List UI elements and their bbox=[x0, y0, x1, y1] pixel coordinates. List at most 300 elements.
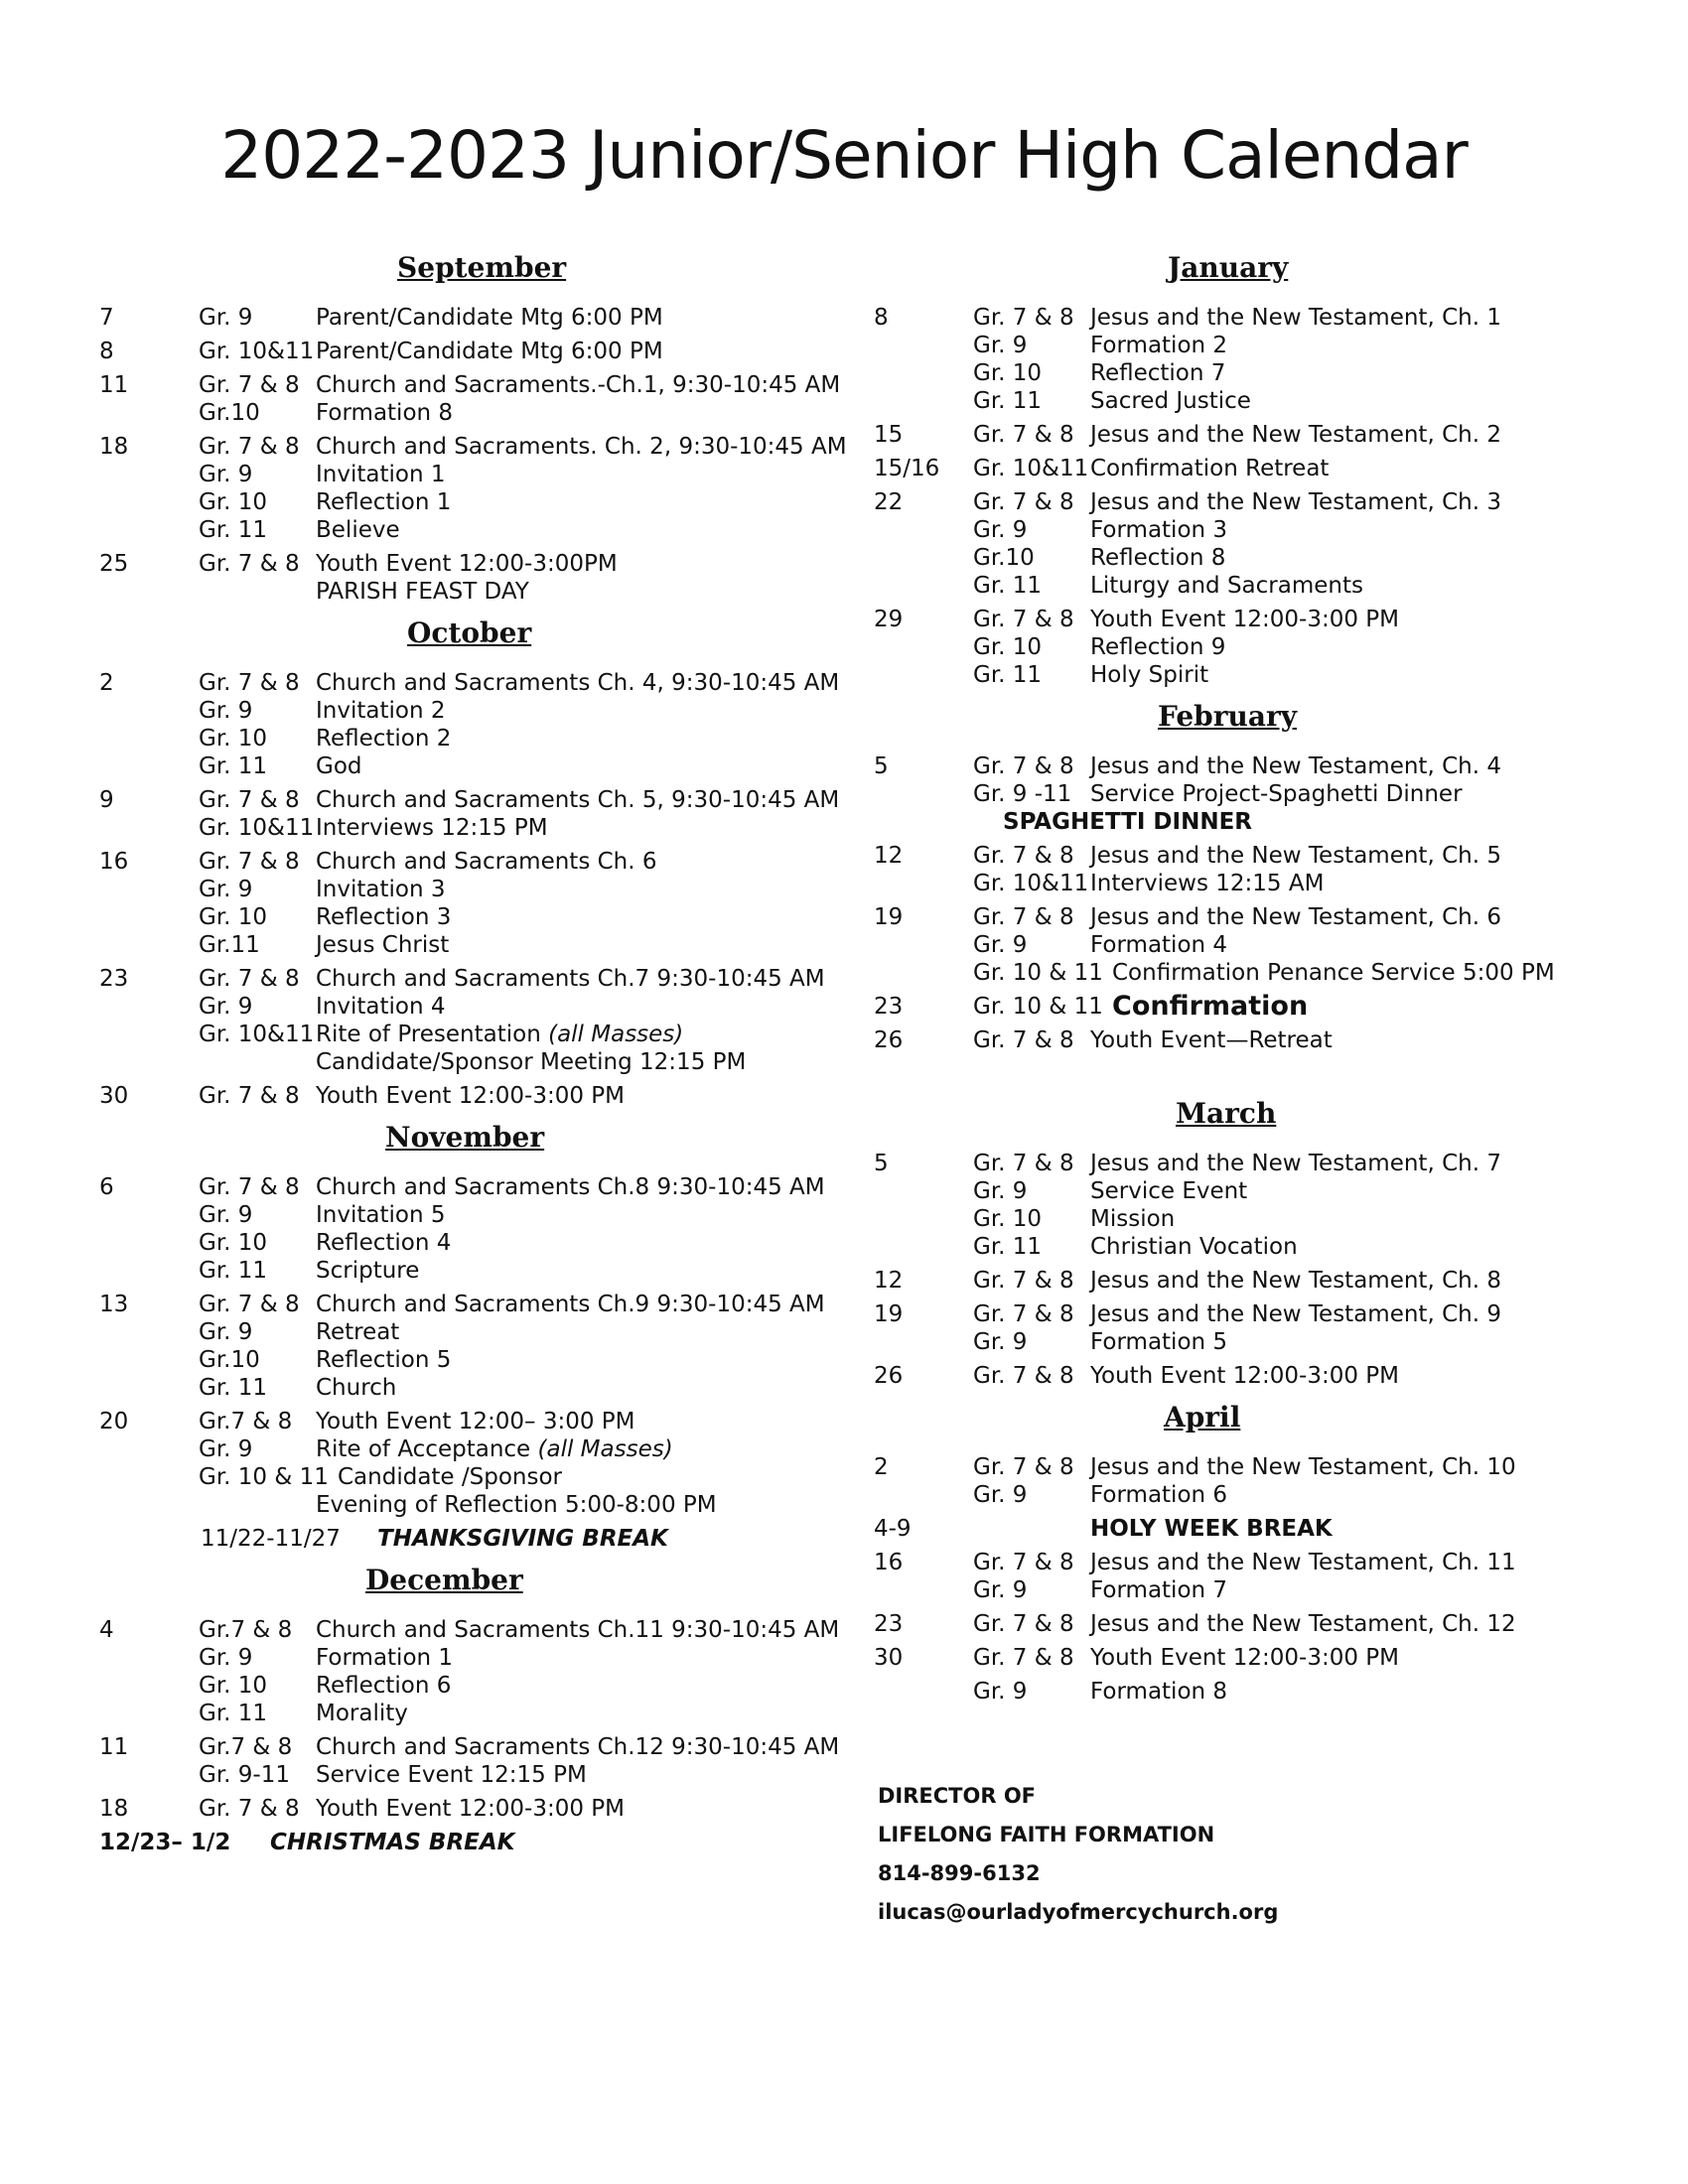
event-line bbox=[874, 993, 1668, 1021]
grade-label: Gr. 7 & 8 bbox=[199, 1292, 300, 1317]
event-line bbox=[99, 848, 854, 876]
event-text: Service Event bbox=[1090, 1178, 1248, 1204]
event-date bbox=[99, 1700, 199, 1727]
grade-label: Gr. 9 bbox=[973, 517, 1028, 543]
grade-label: Gr. 10&11 bbox=[199, 1022, 315, 1047]
event-date bbox=[99, 814, 199, 842]
event-date: 15/16 bbox=[874, 456, 940, 481]
month-section-september bbox=[99, 248, 854, 606]
calendar-event bbox=[99, 1733, 854, 1789]
grade-label: Gr. 9 bbox=[973, 333, 1028, 358]
calendar-event bbox=[874, 455, 1668, 482]
event-text: HOLY WEEK BREAK bbox=[1090, 1516, 1333, 1542]
event-line bbox=[874, 1610, 1668, 1638]
event-description bbox=[1090, 1610, 1668, 1638]
event-text: Reflection 4 bbox=[316, 1230, 452, 1256]
event-description bbox=[316, 399, 854, 427]
calendar-event bbox=[874, 1453, 1668, 1509]
event-text: Formation 5 bbox=[1090, 1329, 1228, 1355]
event-description bbox=[316, 1201, 854, 1229]
calendar-event bbox=[99, 371, 854, 427]
calendar-event bbox=[99, 338, 854, 365]
event-text: Reflection 2 bbox=[316, 726, 452, 751]
event-line bbox=[99, 725, 854, 752]
event-description bbox=[316, 304, 854, 332]
event-description bbox=[1090, 516, 1668, 544]
grade-label: Gr.7 & 8 bbox=[199, 1409, 293, 1434]
event-date bbox=[874, 516, 973, 544]
event-date: 26 bbox=[874, 1363, 904, 1389]
event-note: Evening of Reflection 5:00-8:00 PM bbox=[316, 1492, 717, 1518]
event-text: Church and Sacraments Ch.7 9:30-10:45 AM bbox=[316, 966, 825, 992]
event-line bbox=[99, 516, 854, 544]
contact-department: LIFELONG FAITH FORMATION bbox=[878, 1823, 1215, 1846]
event-date bbox=[99, 1672, 199, 1700]
grade-label: Gr. 7 & 8 bbox=[973, 1645, 1074, 1671]
event-line bbox=[99, 1291, 854, 1318]
event-date: 15 bbox=[874, 422, 904, 448]
event-italic-note: (all Masses) bbox=[548, 1022, 684, 1047]
event-description bbox=[316, 931, 854, 959]
event-date: 12 bbox=[874, 1268, 904, 1294]
event-description bbox=[316, 814, 854, 842]
event-description bbox=[1090, 606, 1668, 633]
event-text: Jesus and the New Testament, Ch. 10 bbox=[1090, 1454, 1516, 1480]
event-date bbox=[874, 1328, 973, 1356]
grade-label: Gr. 7 & 8 bbox=[973, 1151, 1074, 1176]
event-text: Confirmation Retreat bbox=[1090, 456, 1330, 481]
event-line bbox=[99, 1463, 854, 1491]
grade-label: Gr. 7 & 8 bbox=[973, 1301, 1074, 1327]
event-list bbox=[874, 1150, 1668, 1390]
event-line bbox=[874, 1549, 1668, 1576]
event-text: Interviews 12:15 AM bbox=[1090, 871, 1325, 896]
calendar-event bbox=[874, 752, 1668, 836]
event-description bbox=[1090, 1453, 1668, 1481]
contact-title: DIRECTOR OF bbox=[878, 1784, 1037, 1808]
grade-label: Gr. 7 & 8 bbox=[973, 1027, 1074, 1053]
event-line bbox=[99, 399, 854, 427]
event-description bbox=[316, 1761, 854, 1789]
month-section-october bbox=[99, 614, 854, 1110]
event-text: Jesus and the New Testament, Ch. 3 bbox=[1090, 489, 1501, 515]
event-text: Formation 7 bbox=[1090, 1577, 1228, 1603]
grade-label: Gr. 10 bbox=[973, 634, 1043, 660]
event-line bbox=[874, 516, 1668, 544]
event-description bbox=[316, 1408, 854, 1435]
event-text: Mission bbox=[1090, 1206, 1176, 1232]
event-line bbox=[99, 371, 854, 399]
contact-phone: 814-899-6132 bbox=[878, 1861, 1041, 1885]
event-description bbox=[1090, 1362, 1668, 1390]
event-date: 11 bbox=[99, 372, 129, 398]
event-date bbox=[99, 1229, 199, 1257]
event-line bbox=[99, 1408, 854, 1435]
grade-label: Gr. 10 bbox=[199, 726, 268, 751]
event-line bbox=[99, 1672, 854, 1700]
calendar-event bbox=[99, 1291, 854, 1402]
grade-label: Gr. 10&11 bbox=[199, 339, 315, 364]
grade-label: Gr. 9 bbox=[973, 932, 1028, 958]
grade-label: Gr. 10 bbox=[199, 1673, 268, 1699]
event-description bbox=[1090, 1300, 1668, 1328]
event-line bbox=[99, 1201, 854, 1229]
event-text: Confirmation bbox=[1112, 991, 1309, 1022]
grade-label: Gr. 7 & 8 bbox=[199, 434, 300, 460]
event-line bbox=[874, 931, 1668, 959]
event-line bbox=[99, 1644, 854, 1672]
event-date bbox=[99, 461, 199, 488]
event-text: God bbox=[316, 753, 362, 779]
grade-label: Gr. 7 & 8 bbox=[973, 904, 1074, 930]
event-date: 19 bbox=[874, 904, 904, 930]
event-line bbox=[874, 332, 1668, 359]
event-date: 23 bbox=[99, 966, 129, 992]
event-description bbox=[1090, 1026, 1668, 1054]
calendar-event bbox=[99, 304, 854, 332]
event-text: Reflection 5 bbox=[316, 1347, 452, 1373]
event-line bbox=[874, 661, 1668, 689]
grade-label: Gr. 7 & 8 bbox=[973, 489, 1074, 515]
event-date: 19 bbox=[874, 1301, 904, 1327]
event-date bbox=[874, 387, 973, 415]
event-date bbox=[99, 993, 199, 1021]
contact-email[interactable]: ilucas@ourladyofmercychurch.org bbox=[878, 1900, 1279, 1924]
event-text: Invitation 2 bbox=[316, 698, 446, 724]
event-line bbox=[874, 1026, 1668, 1054]
event-text: Jesus and the New Testament, Ch. 1 bbox=[1090, 305, 1501, 331]
event-date: 12 bbox=[874, 843, 904, 869]
grade-label: Gr. 9 bbox=[199, 1436, 253, 1462]
event-date: 16 bbox=[874, 1550, 904, 1575]
event-text: Jesus and the New Testament, Ch. 5 bbox=[1090, 843, 1501, 869]
event-description bbox=[316, 1082, 854, 1110]
event-text: Jesus and the New Testament, Ch. 6 bbox=[1090, 904, 1501, 930]
event-text: Invitation 4 bbox=[316, 994, 446, 1020]
grade-label: Gr.11 bbox=[199, 932, 260, 958]
event-text: Reflection 1 bbox=[316, 489, 452, 515]
event-date: 16 bbox=[99, 849, 129, 875]
event-date bbox=[99, 903, 199, 931]
event-list bbox=[99, 304, 854, 606]
event-text: Liturgy and Sacraments bbox=[1090, 573, 1363, 599]
event-line bbox=[99, 1761, 854, 1789]
grade-label: Gr. 9 bbox=[973, 1679, 1028, 1705]
event-line bbox=[99, 1346, 854, 1374]
month-section-april bbox=[874, 1398, 1668, 1706]
event-date: 18 bbox=[99, 1796, 129, 1822]
event-date bbox=[99, 1374, 199, 1402]
event-line bbox=[874, 1678, 1668, 1706]
event-text: Church and Sacraments.-Ch.1, 9:30-10:45 AM bbox=[316, 372, 841, 398]
event-date: 20 bbox=[99, 1409, 129, 1434]
event-description bbox=[1090, 752, 1668, 780]
calendar-event bbox=[874, 1362, 1668, 1390]
event-date bbox=[874, 931, 973, 959]
event-text: Jesus Christ bbox=[316, 932, 450, 958]
contact-block bbox=[878, 1777, 1278, 1932]
event-line bbox=[874, 1481, 1668, 1509]
event-line bbox=[874, 1515, 1668, 1543]
grade-label: Gr. 10 bbox=[199, 489, 268, 515]
grade-label: Gr.7 & 8 bbox=[199, 1617, 293, 1643]
grade-label: Gr. 10 & 11 bbox=[199, 1464, 329, 1490]
calendar-event bbox=[874, 1644, 1668, 1672]
event-line bbox=[874, 572, 1668, 600]
event-description bbox=[316, 550, 854, 578]
event-line bbox=[874, 488, 1668, 516]
event-text: Youth Event 12:00-3:00 PM bbox=[1090, 1645, 1400, 1671]
calendar-event bbox=[99, 550, 854, 606]
break-dates: 11/22-11/27 bbox=[201, 1526, 341, 1552]
event-description bbox=[316, 1700, 854, 1727]
left-column bbox=[99, 248, 854, 1856]
event-description bbox=[316, 461, 854, 488]
event-date bbox=[99, 1463, 199, 1491]
event-description bbox=[1090, 488, 1668, 516]
calendar-event bbox=[874, 1026, 1668, 1054]
event-text: Reflection 8 bbox=[1090, 545, 1226, 571]
event-list bbox=[99, 1173, 854, 1519]
event-note: Candidate/Sponsor Meeting 12:15 PM bbox=[316, 1049, 747, 1075]
event-description bbox=[338, 1463, 854, 1491]
event-line bbox=[874, 606, 1668, 633]
calendar-event bbox=[99, 1795, 854, 1823]
event-line bbox=[99, 965, 854, 993]
grade-label: Gr. 9 bbox=[973, 1178, 1028, 1204]
grade-label: Gr. 10 bbox=[199, 1230, 268, 1256]
event-text: Youth Event 12:00– 3:00 PM bbox=[316, 1409, 635, 1434]
event-description bbox=[316, 697, 854, 725]
event-description bbox=[1090, 332, 1668, 359]
grade-label: Gr. 7 & 8 bbox=[973, 1363, 1074, 1389]
grade-label: Gr. 10 & 11 bbox=[973, 994, 1103, 1020]
event-date: 29 bbox=[874, 607, 904, 632]
month-heading-january: January bbox=[1168, 251, 1289, 284]
event-description bbox=[1090, 1576, 1668, 1604]
event-line bbox=[874, 870, 1668, 897]
event-description bbox=[316, 1733, 854, 1761]
event-text: Invitation 3 bbox=[316, 877, 446, 902]
event-date: 7 bbox=[99, 305, 114, 331]
grade-label: Gr. 7 & 8 bbox=[973, 1550, 1074, 1575]
right-column bbox=[874, 248, 1668, 1711]
event-line bbox=[99, 752, 854, 780]
event-description bbox=[316, 786, 854, 814]
event-line bbox=[874, 780, 1668, 808]
event-date bbox=[874, 780, 973, 808]
month-section-january bbox=[874, 248, 1668, 689]
event-text: Rite of Presentation bbox=[316, 1022, 541, 1047]
event-text: Invitation 5 bbox=[316, 1202, 446, 1228]
event-text: Interviews 12:15 PM bbox=[316, 815, 548, 841]
event-description bbox=[1090, 842, 1668, 870]
event-line bbox=[874, 359, 1668, 387]
event-text: Church and Sacraments Ch.11 9:30-10:45 AM bbox=[316, 1617, 840, 1643]
event-date: 25 bbox=[99, 551, 129, 577]
event-line bbox=[99, 1082, 854, 1110]
event-text: Formation 8 bbox=[316, 400, 454, 426]
event-date: 13 bbox=[99, 1292, 129, 1317]
calendar-event bbox=[99, 433, 854, 544]
calendar-event bbox=[874, 903, 1668, 987]
event-text: Church and Sacraments Ch. 4, 9:30-10:45 AM bbox=[316, 670, 840, 696]
event-description bbox=[1090, 1644, 1668, 1672]
event-description bbox=[1090, 903, 1668, 931]
event-date bbox=[874, 1233, 973, 1261]
grade-label: Gr. 7 & 8 bbox=[973, 843, 1074, 869]
calendar-event bbox=[99, 965, 854, 1076]
event-text: Youth Event 12:00-3:00 PM bbox=[316, 1796, 626, 1822]
event-line bbox=[99, 1795, 854, 1823]
event-date bbox=[874, 572, 973, 600]
grade-label: Gr. 9 bbox=[199, 1202, 253, 1228]
event-description bbox=[1090, 1177, 1668, 1205]
grade-label: Gr. 10 & 11 bbox=[973, 960, 1103, 986]
event-line bbox=[99, 669, 854, 697]
grade-label: Gr. 9 bbox=[199, 994, 253, 1020]
calendar-event bbox=[874, 1610, 1668, 1638]
event-text: Jesus and the New Testament, Ch. 2 bbox=[1090, 422, 1501, 448]
event-description bbox=[316, 1346, 854, 1374]
event-description bbox=[1090, 1678, 1668, 1706]
grade-label: Gr. 9 bbox=[199, 877, 253, 902]
event-text: Church and Sacraments Ch.8 9:30-10:45 AM bbox=[316, 1174, 825, 1200]
event-date: 23 bbox=[874, 1611, 904, 1637]
event-date bbox=[99, 752, 199, 780]
event-line bbox=[874, 903, 1668, 931]
event-line bbox=[99, 814, 854, 842]
month-heading-march: March bbox=[1176, 1097, 1277, 1130]
event-description bbox=[1090, 304, 1668, 332]
calendar-event bbox=[874, 1300, 1668, 1356]
event-text: Confirmation Penance Service 5:00 PM bbox=[1112, 960, 1555, 986]
event-description bbox=[316, 669, 854, 697]
event-description bbox=[1090, 780, 1668, 808]
event-line bbox=[874, 1328, 1668, 1356]
event-line bbox=[874, 544, 1668, 572]
event-note: PARISH FEAST DAY bbox=[316, 579, 529, 605]
event-line bbox=[99, 993, 854, 1021]
event-text: Church and Sacraments. Ch. 2, 9:30-10:45 AM bbox=[316, 434, 847, 460]
event-description bbox=[316, 725, 854, 752]
event-text: Jesus and the New Testament, Ch. 11 bbox=[1090, 1550, 1516, 1575]
event-description bbox=[1090, 633, 1668, 661]
event-line bbox=[99, 903, 854, 931]
event-line bbox=[874, 1576, 1668, 1604]
calendar-event bbox=[874, 993, 1668, 1021]
event-date: 18 bbox=[99, 434, 129, 460]
calendar-event bbox=[99, 1616, 854, 1727]
event-text: Morality bbox=[316, 1701, 408, 1726]
event-text: Believe bbox=[316, 517, 400, 543]
event-description bbox=[1090, 1233, 1668, 1261]
event-description bbox=[316, 1229, 854, 1257]
month-heading-april: April bbox=[1164, 1401, 1241, 1433]
grade-label: Gr. 7 & 8 bbox=[973, 1611, 1074, 1637]
month-heading-december: December bbox=[365, 1564, 523, 1596]
event-date: 2 bbox=[874, 1454, 889, 1480]
calendar-event bbox=[874, 1549, 1668, 1604]
event-text: Jesus and the New Testament, Ch. 9 bbox=[1090, 1301, 1501, 1327]
event-line bbox=[99, 304, 854, 332]
event-text: Youth Event 12:00-3:00 PM bbox=[316, 1083, 626, 1109]
event-text: Jesus and the New Testament, Ch. 4 bbox=[1090, 753, 1501, 779]
grade-label: Gr. 11 bbox=[973, 388, 1043, 414]
event-description bbox=[1090, 1150, 1668, 1177]
grade-label: Gr.10 bbox=[199, 400, 260, 426]
event-description bbox=[1090, 455, 1668, 482]
event-line bbox=[99, 876, 854, 903]
event-description bbox=[1090, 661, 1668, 689]
grade-label: Gr.10 bbox=[973, 545, 1035, 571]
event-date: 2 bbox=[99, 670, 114, 696]
grade-label: Gr. 7 & 8 bbox=[199, 849, 300, 875]
event-description bbox=[316, 1672, 854, 1700]
grade-label: Gr. 9 bbox=[973, 1482, 1028, 1508]
event-line bbox=[99, 1435, 854, 1463]
event-line bbox=[874, 1267, 1668, 1295]
break-dates: 12/23– 1/2 bbox=[99, 1830, 231, 1855]
break-label: THANKSGIVING BREAK bbox=[377, 1526, 668, 1552]
event-description bbox=[316, 1173, 854, 1201]
month-section-december bbox=[99, 1561, 854, 1856]
event-date: 4 bbox=[99, 1617, 114, 1643]
event-line bbox=[874, 633, 1668, 661]
event-date bbox=[99, 876, 199, 903]
event-date: 5 bbox=[874, 753, 889, 779]
event-text: Formation 4 bbox=[1090, 932, 1228, 958]
grade-label: Gr. 7 & 8 bbox=[199, 372, 300, 398]
event-description bbox=[1090, 931, 1668, 959]
event-description bbox=[1090, 1481, 1668, 1509]
calendar-event bbox=[99, 669, 854, 780]
event-line bbox=[99, 1733, 854, 1761]
event-date: 30 bbox=[99, 1083, 129, 1109]
event-description bbox=[1090, 544, 1668, 572]
event-text: Parent/Candidate Mtg 6:00 PM bbox=[316, 339, 663, 364]
grade-label: Gr. 11 bbox=[973, 573, 1043, 599]
calendar-event bbox=[99, 1082, 854, 1110]
event-date bbox=[99, 1318, 199, 1346]
grade-label: Gr. 11 bbox=[199, 753, 268, 779]
event-text: Reflection 7 bbox=[1090, 360, 1226, 386]
event-date bbox=[874, 1678, 973, 1706]
grade-label: Gr. 7 & 8 bbox=[199, 551, 300, 577]
event-description bbox=[316, 433, 854, 461]
grade-label: Gr. 10 bbox=[199, 904, 268, 930]
event-date bbox=[874, 332, 973, 359]
event-line bbox=[874, 455, 1668, 482]
month-heading-october: October bbox=[407, 616, 532, 649]
event-text: Jesus and the New Testament, Ch. 8 bbox=[1090, 1268, 1501, 1294]
event-text: Youth Event 12:00-3:00 PM bbox=[1090, 1363, 1400, 1389]
grade-label: Gr. 9 bbox=[199, 1645, 253, 1671]
thanksgiving-break bbox=[99, 1525, 854, 1553]
event-date bbox=[99, 399, 199, 427]
event-description bbox=[316, 752, 854, 780]
event-description bbox=[316, 876, 854, 903]
event-description bbox=[316, 1257, 854, 1285]
event-description bbox=[1090, 421, 1668, 449]
calendar-event bbox=[874, 1515, 1668, 1543]
event-text: Church and Sacraments Ch.9 9:30-10:45 AM bbox=[316, 1292, 825, 1317]
event-date: 30 bbox=[874, 1645, 904, 1671]
grade-label: Gr. 7 & 8 bbox=[199, 787, 300, 813]
event-line bbox=[99, 1257, 854, 1285]
event-text: Reflection 3 bbox=[316, 904, 452, 930]
event-text: Scripture bbox=[316, 1258, 420, 1284]
